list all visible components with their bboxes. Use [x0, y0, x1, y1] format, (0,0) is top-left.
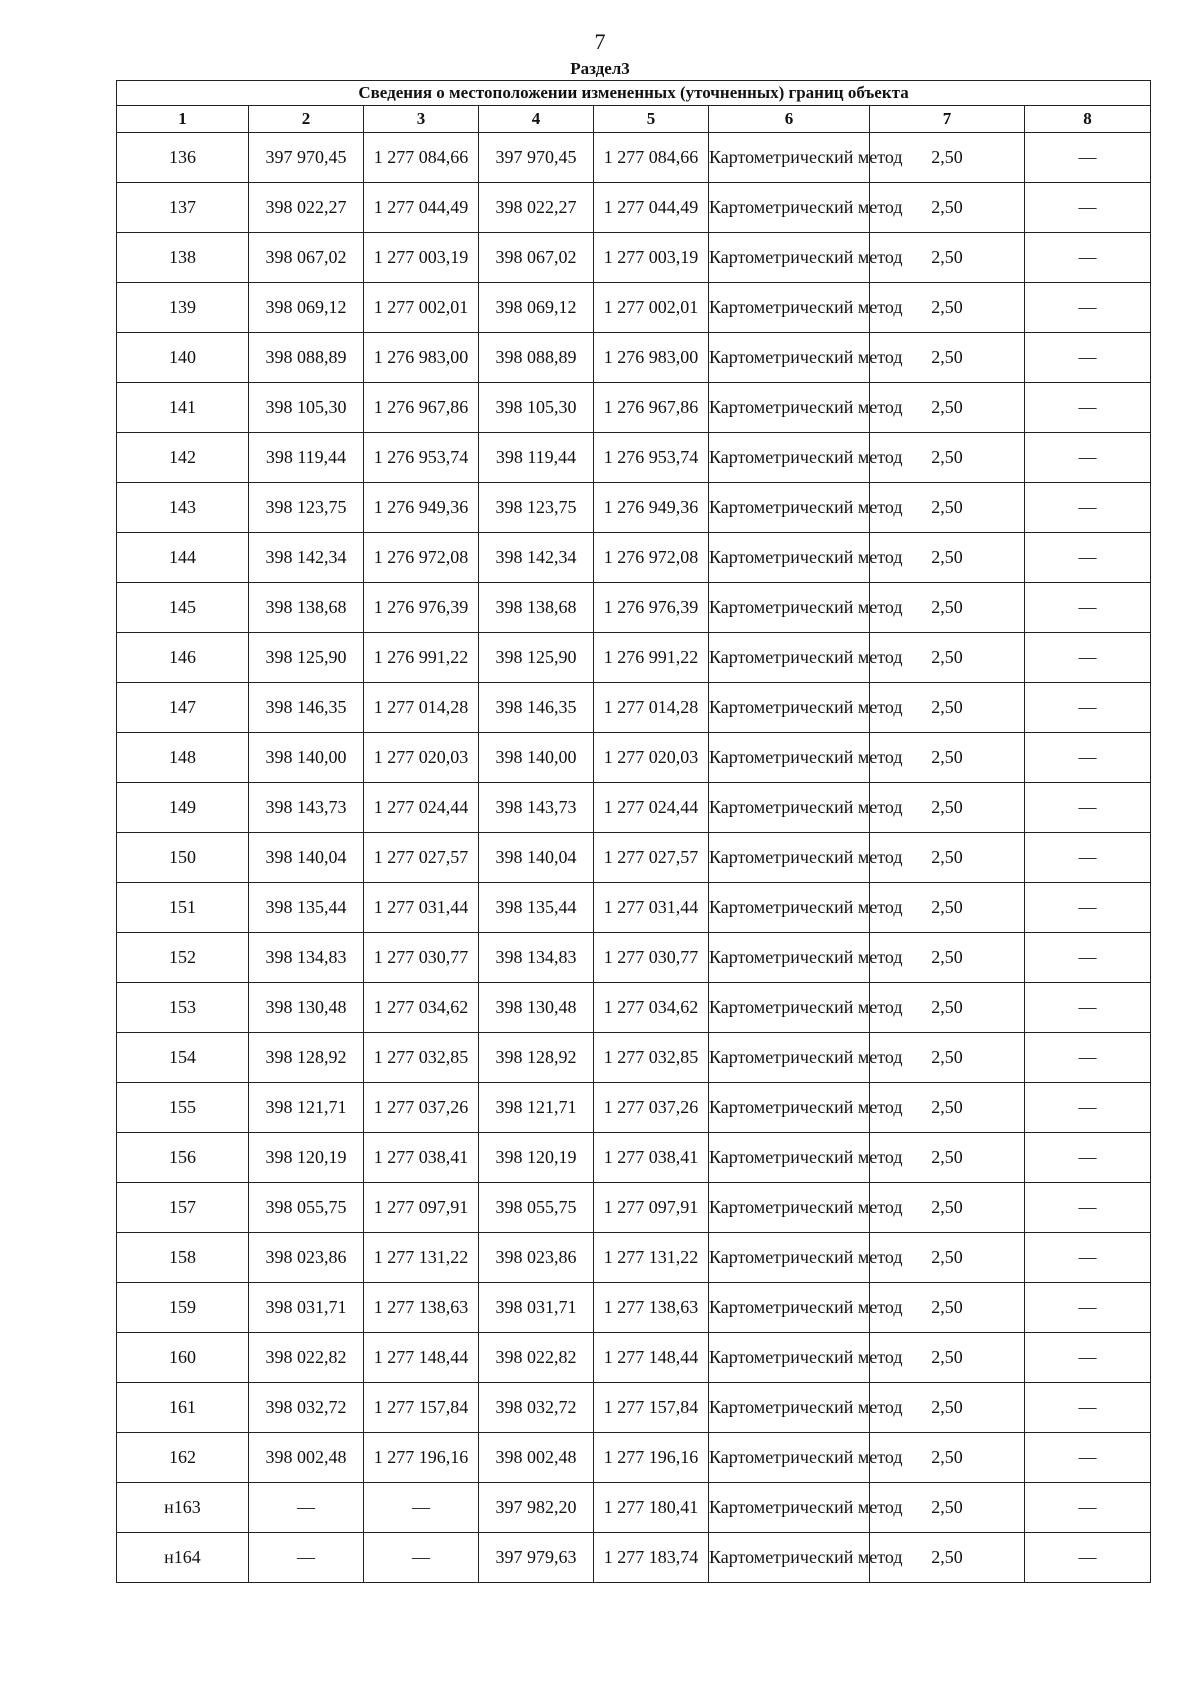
- method-cell: Картометрический метод: [709, 533, 870, 583]
- accuracy-cell: 2,50: [870, 933, 1025, 983]
- point-number-cell: 158: [117, 1233, 249, 1283]
- table-caption: Сведения о местоположении измененных (уточненных) границ объекта: [117, 81, 1151, 106]
- existing-x-cell: 398 022,82: [249, 1333, 364, 1383]
- new-y-cell: 1 277 131,22: [594, 1233, 709, 1283]
- table-row: [117, 983, 1151, 1033]
- column-number-row: [117, 106, 1151, 133]
- point-number-cell: 148: [117, 733, 249, 783]
- accuracy-cell: 2,50: [870, 583, 1025, 633]
- existing-y-cell: 1 277 031,44: [364, 883, 479, 933]
- existing-x-cell: 398 002,48: [249, 1433, 364, 1483]
- new-x-cell: 398 128,92: [479, 1033, 594, 1083]
- table-row: [117, 783, 1151, 833]
- existing-y-cell: 1 277 020,03: [364, 733, 479, 783]
- existing-y-cell: 1 277 157,84: [364, 1383, 479, 1433]
- table-row: [117, 883, 1151, 933]
- point-number-cell: 154: [117, 1033, 249, 1083]
- existing-x-cell: 398 105,30: [249, 383, 364, 433]
- method-cell: Картометрический метод: [709, 983, 870, 1033]
- method-cell: Картометрический метод: [709, 883, 870, 933]
- new-x-cell: 397 982,20: [479, 1483, 594, 1533]
- new-x-cell: 398 134,83: [479, 933, 594, 983]
- table-row: [117, 533, 1151, 583]
- new-x-cell: 398 138,68: [479, 583, 594, 633]
- table-row: [117, 1183, 1151, 1233]
- method-cell: Картометрический метод: [709, 1483, 870, 1533]
- description-cell: —: [1025, 583, 1151, 633]
- existing-x-cell: 398 138,68: [249, 583, 364, 633]
- existing-x-cell: 398 146,35: [249, 683, 364, 733]
- point-number-cell: 139: [117, 283, 249, 333]
- table-row: [117, 1083, 1151, 1133]
- method-cell: Картометрический метод: [709, 483, 870, 533]
- point-number-cell: 145: [117, 583, 249, 633]
- existing-y-cell: 1 276 983,00: [364, 333, 479, 383]
- existing-y-cell: 1 276 949,36: [364, 483, 479, 533]
- accuracy-cell: 2,50: [870, 833, 1025, 883]
- existing-y-cell: 1 277 032,85: [364, 1033, 479, 1083]
- method-cell: Картометрический метод: [709, 1133, 870, 1183]
- existing-y-cell: 1 276 953,74: [364, 433, 479, 483]
- new-y-cell: 1 277 003,19: [594, 233, 709, 283]
- existing-x-cell: 398 143,73: [249, 783, 364, 833]
- new-y-cell: 1 277 138,63: [594, 1283, 709, 1333]
- existing-x-cell: 398 023,86: [249, 1233, 364, 1283]
- accuracy-cell: 2,50: [870, 1033, 1025, 1083]
- point-number-cell: 150: [117, 833, 249, 883]
- accuracy-cell: 2,50: [870, 533, 1025, 583]
- point-number-cell: 147: [117, 683, 249, 733]
- point-number-cell: 142: [117, 433, 249, 483]
- existing-x-cell: 397 970,45: [249, 133, 364, 183]
- new-y-cell: 1 277 157,84: [594, 1383, 709, 1433]
- description-cell: —: [1025, 1233, 1151, 1283]
- accuracy-cell: 2,50: [870, 483, 1025, 533]
- description-cell: —: [1025, 433, 1151, 483]
- existing-y-cell: 1 276 976,39: [364, 583, 479, 633]
- table-row: [117, 333, 1151, 383]
- method-cell: Картометрический метод: [709, 633, 870, 683]
- description-cell: —: [1025, 1033, 1151, 1083]
- description-cell: —: [1025, 1533, 1151, 1583]
- existing-x-cell: 398 128,92: [249, 1033, 364, 1083]
- existing-x-cell: 398 121,71: [249, 1083, 364, 1133]
- method-cell: Картометрический метод: [709, 583, 870, 633]
- new-y-cell: 1 277 024,44: [594, 783, 709, 833]
- description-cell: —: [1025, 1133, 1151, 1183]
- method-cell: Картометрический метод: [709, 1383, 870, 1433]
- description-cell: —: [1025, 983, 1151, 1033]
- accuracy-cell: 2,50: [870, 1483, 1025, 1533]
- new-y-cell: 1 277 034,62: [594, 983, 709, 1033]
- point-number-cell: 143: [117, 483, 249, 533]
- accuracy-cell: 2,50: [870, 683, 1025, 733]
- existing-y-cell: 1 277 037,26: [364, 1083, 479, 1133]
- existing-y-cell: 1 277 138,63: [364, 1283, 479, 1333]
- point-number-cell: 156: [117, 1133, 249, 1183]
- method-cell: Картометрический метод: [709, 1033, 870, 1083]
- new-x-cell: 398 067,02: [479, 233, 594, 283]
- table-row: [117, 583, 1151, 633]
- new-x-cell: 398 146,35: [479, 683, 594, 733]
- method-cell: Картометрический метод: [709, 1433, 870, 1483]
- method-cell: Картометрический метод: [709, 133, 870, 183]
- method-cell: Картометрический метод: [709, 933, 870, 983]
- existing-x-cell: 398 125,90: [249, 633, 364, 683]
- existing-y-cell: 1 277 038,41: [364, 1133, 479, 1183]
- method-cell: Картометрический метод: [709, 683, 870, 733]
- method-cell: Картометрический метод: [709, 1183, 870, 1233]
- existing-y-cell: 1 277 196,16: [364, 1433, 479, 1483]
- new-x-cell: 398 140,04: [479, 833, 594, 883]
- existing-x-cell: 398 067,02: [249, 233, 364, 283]
- table-row: [117, 1283, 1151, 1333]
- new-y-cell: 1 276 972,08: [594, 533, 709, 583]
- new-y-cell: 1 277 014,28: [594, 683, 709, 733]
- new-y-cell: 1 276 991,22: [594, 633, 709, 683]
- point-number-cell: 144: [117, 533, 249, 583]
- new-y-cell: 1 277 084,66: [594, 133, 709, 183]
- accuracy-cell: 2,50: [870, 1083, 1025, 1133]
- method-cell: Картометрический метод: [709, 833, 870, 883]
- method-cell: Картометрический метод: [709, 183, 870, 233]
- existing-x-cell: 398 130,48: [249, 983, 364, 1033]
- point-number-cell: 136: [117, 133, 249, 183]
- description-cell: —: [1025, 1433, 1151, 1483]
- method-cell: Картометрический метод: [709, 433, 870, 483]
- accuracy-cell: 2,50: [870, 383, 1025, 433]
- existing-y-cell: 1 277 014,28: [364, 683, 479, 733]
- accuracy-cell: 2,50: [870, 283, 1025, 333]
- accuracy-cell: 2,50: [870, 1433, 1025, 1483]
- table-row: [117, 483, 1151, 533]
- point-number-cell: 141: [117, 383, 249, 433]
- new-x-cell: 398 055,75: [479, 1183, 594, 1233]
- point-number-cell: 161: [117, 1383, 249, 1433]
- new-x-cell: 398 142,34: [479, 533, 594, 583]
- table-row: [117, 1033, 1151, 1083]
- table-row: [117, 1483, 1151, 1533]
- description-cell: —: [1025, 1283, 1151, 1333]
- table-row: [117, 683, 1151, 733]
- method-cell: Картометрический метод: [709, 383, 870, 433]
- accuracy-cell: 2,50: [870, 1133, 1025, 1183]
- description-cell: —: [1025, 1483, 1151, 1533]
- new-x-cell: 397 979,63: [479, 1533, 594, 1583]
- table-row: [117, 433, 1151, 483]
- point-number-cell: 140: [117, 333, 249, 383]
- new-y-cell: 1 276 953,74: [594, 433, 709, 483]
- existing-y-cell: 1 277 002,01: [364, 283, 479, 333]
- table-row: [117, 1133, 1151, 1183]
- accuracy-cell: 2,50: [870, 1383, 1025, 1433]
- new-x-cell: 398 031,71: [479, 1283, 594, 1333]
- existing-y-cell: 1 277 084,66: [364, 133, 479, 183]
- point-number-cell: 160: [117, 1333, 249, 1383]
- accuracy-cell: 2,50: [870, 1233, 1025, 1283]
- description-cell: —: [1025, 333, 1151, 383]
- point-number-cell: 152: [117, 933, 249, 983]
- description-cell: —: [1025, 733, 1151, 783]
- method-cell: Картометрический метод: [709, 333, 870, 383]
- column-number: 7: [870, 106, 1025, 133]
- description-cell: —: [1025, 1083, 1151, 1133]
- existing-y-cell: 1 277 030,77: [364, 933, 479, 983]
- existing-x-cell: 398 135,44: [249, 883, 364, 933]
- new-x-cell: 398 121,71: [479, 1083, 594, 1133]
- point-number-cell: 159: [117, 1283, 249, 1333]
- existing-x-cell: —: [249, 1533, 364, 1583]
- method-cell: Картометрический метод: [709, 1233, 870, 1283]
- description-cell: —: [1025, 783, 1151, 833]
- new-x-cell: 398 022,27: [479, 183, 594, 233]
- new-y-cell: 1 276 949,36: [594, 483, 709, 533]
- table-row: [117, 733, 1151, 783]
- accuracy-cell: 2,50: [870, 783, 1025, 833]
- new-y-cell: 1 277 020,03: [594, 733, 709, 783]
- accuracy-cell: 2,50: [870, 183, 1025, 233]
- existing-y-cell: 1 277 024,44: [364, 783, 479, 833]
- new-x-cell: 398 120,19: [479, 1133, 594, 1183]
- existing-y-cell: 1 276 991,22: [364, 633, 479, 683]
- point-number-cell: н164: [117, 1533, 249, 1583]
- point-number-cell: н163: [117, 1483, 249, 1533]
- new-x-cell: 398 002,48: [479, 1433, 594, 1483]
- table-row: [117, 833, 1151, 883]
- new-x-cell: 398 125,90: [479, 633, 594, 683]
- table-row: [117, 133, 1151, 183]
- column-number: 4: [479, 106, 594, 133]
- table-row: [117, 933, 1151, 983]
- description-cell: —: [1025, 883, 1151, 933]
- new-y-cell: 1 277 002,01: [594, 283, 709, 333]
- new-x-cell: 398 143,73: [479, 783, 594, 833]
- table-row: [117, 1333, 1151, 1383]
- description-cell: —: [1025, 483, 1151, 533]
- column-number: 2: [249, 106, 364, 133]
- column-number: 6: [709, 106, 870, 133]
- table-row: [117, 1533, 1151, 1583]
- description-cell: —: [1025, 1333, 1151, 1383]
- point-number-cell: 151: [117, 883, 249, 933]
- point-number-cell: 157: [117, 1183, 249, 1233]
- description-cell: —: [1025, 383, 1151, 433]
- method-cell: Картометрический метод: [709, 1283, 870, 1333]
- existing-x-cell: 398 123,75: [249, 483, 364, 533]
- existing-y-cell: 1 277 034,62: [364, 983, 479, 1033]
- new-y-cell: 1 277 031,44: [594, 883, 709, 933]
- method-cell: Картометрический метод: [709, 1533, 870, 1583]
- new-x-cell: 398 135,44: [479, 883, 594, 933]
- new-y-cell: 1 276 976,39: [594, 583, 709, 633]
- existing-y-cell: 1 277 027,57: [364, 833, 479, 883]
- column-number: 8: [1025, 106, 1151, 133]
- existing-y-cell: 1 277 131,22: [364, 1233, 479, 1283]
- accuracy-cell: 2,50: [870, 133, 1025, 183]
- description-cell: —: [1025, 533, 1151, 583]
- accuracy-cell: 2,50: [870, 733, 1025, 783]
- accuracy-cell: 2,50: [870, 1533, 1025, 1583]
- point-number-cell: 137: [117, 183, 249, 233]
- existing-x-cell: 398 055,75: [249, 1183, 364, 1233]
- existing-x-cell: —: [249, 1483, 364, 1533]
- column-number: 3: [364, 106, 479, 133]
- new-y-cell: 1 277 183,74: [594, 1533, 709, 1583]
- boundary-coordinates-table: [116, 80, 1151, 1583]
- description-cell: —: [1025, 233, 1151, 283]
- existing-y-cell: 1 277 148,44: [364, 1333, 479, 1383]
- existing-y-cell: 1 277 044,49: [364, 183, 479, 233]
- existing-y-cell: 1 277 097,91: [364, 1183, 479, 1233]
- method-cell: Картометрический метод: [709, 1333, 870, 1383]
- point-number-cell: 149: [117, 783, 249, 833]
- point-number-cell: 146: [117, 633, 249, 683]
- new-y-cell: 1 277 148,44: [594, 1333, 709, 1383]
- accuracy-cell: 2,50: [870, 883, 1025, 933]
- point-number-cell: 162: [117, 1433, 249, 1483]
- existing-y-cell: —: [364, 1533, 479, 1583]
- column-number: 1: [117, 106, 249, 133]
- description-cell: —: [1025, 1383, 1151, 1433]
- method-cell: Картометрический метод: [709, 733, 870, 783]
- point-number-cell: 153: [117, 983, 249, 1033]
- accuracy-cell: 2,50: [870, 333, 1025, 383]
- description-cell: —: [1025, 183, 1151, 233]
- method-cell: Картометрический метод: [709, 783, 870, 833]
- new-x-cell: 398 105,30: [479, 383, 594, 433]
- new-x-cell: 398 088,89: [479, 333, 594, 383]
- description-cell: —: [1025, 683, 1151, 733]
- new-y-cell: 1 277 027,57: [594, 833, 709, 883]
- new-y-cell: 1 277 180,41: [594, 1483, 709, 1533]
- section-title: Раздел3: [570, 59, 630, 78]
- existing-y-cell: 1 277 003,19: [364, 233, 479, 283]
- existing-x-cell: 398 031,71: [249, 1283, 364, 1333]
- new-x-cell: 398 119,44: [479, 433, 594, 483]
- existing-x-cell: 398 069,12: [249, 283, 364, 333]
- table-caption-row: [117, 81, 1151, 106]
- accuracy-cell: 2,50: [870, 1333, 1025, 1383]
- new-y-cell: 1 277 032,85: [594, 1033, 709, 1083]
- description-cell: —: [1025, 833, 1151, 883]
- description-cell: —: [1025, 633, 1151, 683]
- accuracy-cell: 2,50: [870, 633, 1025, 683]
- accuracy-cell: 2,50: [870, 983, 1025, 1033]
- page-number: 7: [594, 29, 606, 54]
- new-x-cell: 398 140,00: [479, 733, 594, 783]
- new-y-cell: 1 276 967,86: [594, 383, 709, 433]
- accuracy-cell: 2,50: [870, 1283, 1025, 1333]
- accuracy-cell: 2,50: [870, 1183, 1025, 1233]
- description-cell: —: [1025, 133, 1151, 183]
- new-y-cell: 1 277 030,77: [594, 933, 709, 983]
- new-y-cell: 1 277 044,49: [594, 183, 709, 233]
- new-x-cell: 398 130,48: [479, 983, 594, 1033]
- table-body: [117, 133, 1151, 1583]
- table-row: [117, 283, 1151, 333]
- existing-x-cell: 398 120,19: [249, 1133, 364, 1183]
- description-cell: —: [1025, 1183, 1151, 1233]
- existing-x-cell: 398 022,27: [249, 183, 364, 233]
- method-cell: Картометрический метод: [709, 283, 870, 333]
- point-number-cell: 138: [117, 233, 249, 283]
- existing-x-cell: 398 134,83: [249, 933, 364, 983]
- new-y-cell: 1 277 037,26: [594, 1083, 709, 1133]
- accuracy-cell: 2,50: [870, 233, 1025, 283]
- table-row: [117, 1233, 1151, 1283]
- existing-x-cell: 398 032,72: [249, 1383, 364, 1433]
- column-number: 5: [594, 106, 709, 133]
- existing-y-cell: 1 276 972,08: [364, 533, 479, 583]
- method-cell: Картометрический метод: [709, 1083, 870, 1133]
- existing-x-cell: 398 140,04: [249, 833, 364, 883]
- existing-x-cell: 398 140,00: [249, 733, 364, 783]
- table-row: [117, 1433, 1151, 1483]
- new-x-cell: 398 022,82: [479, 1333, 594, 1383]
- table-row: [117, 233, 1151, 283]
- description-cell: —: [1025, 283, 1151, 333]
- point-number-cell: 155: [117, 1083, 249, 1133]
- new-y-cell: 1 276 983,00: [594, 333, 709, 383]
- table-row: [117, 633, 1151, 683]
- existing-x-cell: 398 142,34: [249, 533, 364, 583]
- accuracy-cell: 2,50: [870, 433, 1025, 483]
- new-y-cell: 1 277 038,41: [594, 1133, 709, 1183]
- existing-x-cell: 398 088,89: [249, 333, 364, 383]
- existing-x-cell: 398 119,44: [249, 433, 364, 483]
- new-x-cell: 398 069,12: [479, 283, 594, 333]
- new-y-cell: 1 277 196,16: [594, 1433, 709, 1483]
- new-x-cell: 398 023,86: [479, 1233, 594, 1283]
- new-x-cell: 398 123,75: [479, 483, 594, 533]
- table-row: [117, 383, 1151, 433]
- new-x-cell: 398 032,72: [479, 1383, 594, 1433]
- description-cell: —: [1025, 933, 1151, 983]
- table-row: [117, 1383, 1151, 1433]
- table-row: [117, 183, 1151, 233]
- new-x-cell: 397 970,45: [479, 133, 594, 183]
- existing-y-cell: —: [364, 1483, 479, 1533]
- existing-y-cell: 1 276 967,86: [364, 383, 479, 433]
- new-y-cell: 1 277 097,91: [594, 1183, 709, 1233]
- method-cell: Картометрический метод: [709, 233, 870, 283]
